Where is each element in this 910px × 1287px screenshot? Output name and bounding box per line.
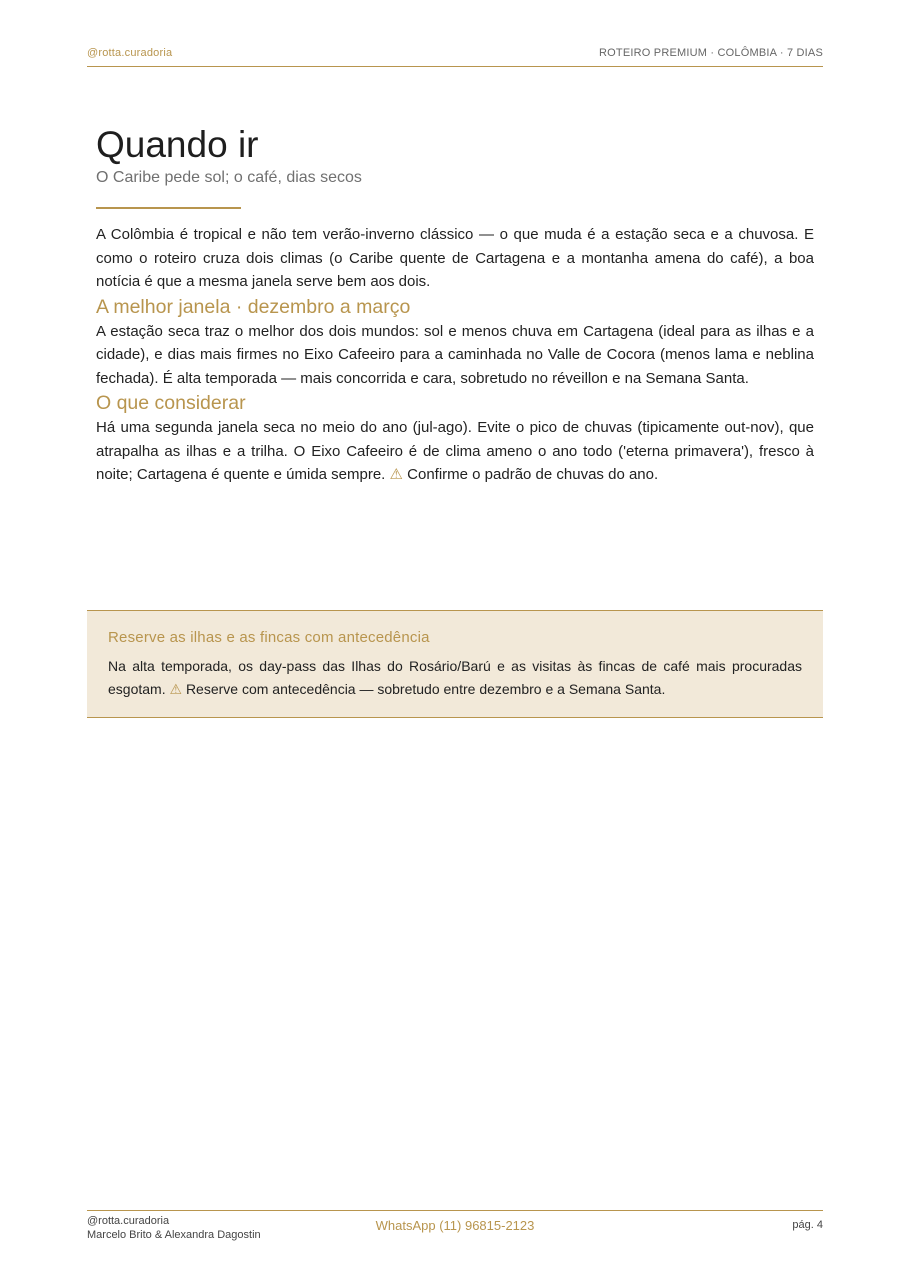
considerations-text-confirm: Confirme o padrão de chuvas do ano.	[407, 466, 659, 483]
page-footer	[87, 1210, 823, 1251]
footer-authors: Marcelo Brito & Alexandra Dagostin	[87, 1229, 261, 1241]
section-heading-considerations: O que considerar	[96, 392, 246, 414]
warning-icon: ⚠	[389, 466, 403, 483]
callout-text-main: Na alta temporada, os day-pass das Ilhas do Rosário/Barú e as visitas às fincas de café mais procuradas esgotam.	[108, 658, 802, 697]
section-text-best-window: A estação seca traz o melhor dos dois mundos: sol e menos chuva em Cartagena (ideal para as ilhas e a cidade), e dias mais firmes no Eixo Cafeeiro para a caminhada no Valle de Cocora (menos lama e neblina fechada). É alta temporada — mais concorrida e cara, sobretudo no réveillon e na Semana Santa.	[96, 322, 814, 387]
footer-whatsapp: WhatsApp (11) 96815-2123	[375, 1218, 535, 1233]
warning-icon: ⚠	[169, 681, 183, 697]
section-text-considerations	[96, 416, 814, 487]
section-heading-best-window: A melhor janela · dezembro a março	[96, 295, 411, 318]
reservation-callout	[87, 610, 823, 718]
title-divider	[96, 207, 241, 209]
header-document-title: ROTEIRO PREMIUM · COLÔMBIA · 7 DIAS	[599, 47, 823, 59]
header-brand: @rotta.curadoria	[87, 47, 173, 59]
considerations-text-main: Há uma segunda janela seca no meio do ano (jul-ago). Evite o pico de chuvas (tipicamente out-nov), que atrapalha as ilhas e a trilha. O Eixo Cafeeiro é de clima ameno o ano todo ('eterna primavera'), fresco à noite; Cartagena é quente e úmida sempre.	[96, 419, 814, 483]
page-title: Quando ir	[96, 124, 259, 165]
callout-text	[108, 655, 802, 701]
main-content	[96, 124, 814, 487]
page-number: pág. 4	[792, 1219, 823, 1231]
footer-handle: @rotta.curadoria	[87, 1215, 170, 1227]
callout-text-reserve: Reserve com antecedência — sobretudo entre dezembro e a Semana Santa.	[185, 681, 666, 697]
page-subtitle: O Caribe pede sol; o café, dias secos	[96, 169, 362, 186]
callout-title: Reserve as ilhas e as fincas com antecedência	[108, 629, 430, 646]
page-header	[87, 46, 823, 67]
intro-paragraph: A Colômbia é tropical e não tem verão-inverno clássico — o que muda é a estação seca e a chuvosa. E como o roteiro cruza dois climas (o Caribe quente de Cartagena e a montanha amena do café), a boa notícia é que a mesma janela serve bem aos dois.	[96, 226, 814, 290]
